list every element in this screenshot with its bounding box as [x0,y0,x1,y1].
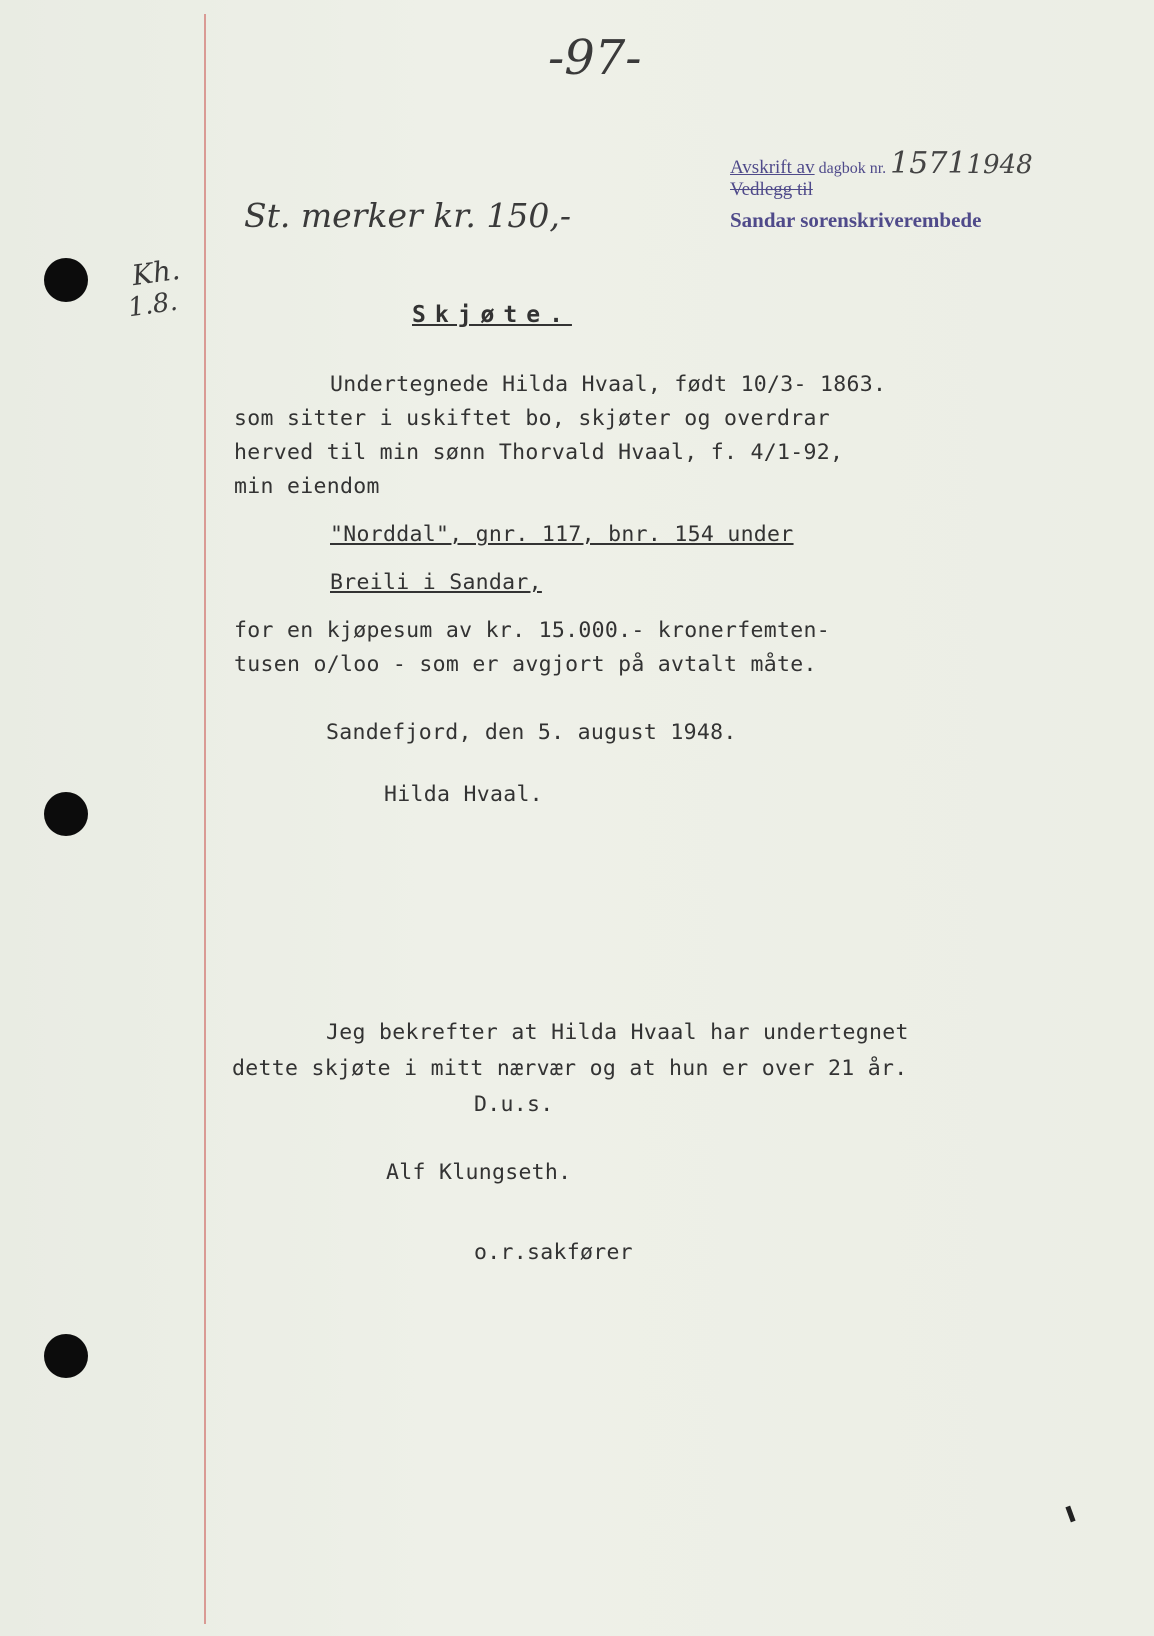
property-line: Breili i Sandar, [330,570,542,595]
stamp-vedlegg: Vedlegg til [730,178,813,200]
ink-mark [1065,1506,1075,1523]
stamp-fee-note: St. merker kr. 150,- [244,196,571,235]
stamp-year: 1948 [966,150,1033,180]
body-line: min eiendom [234,474,380,499]
price-line: tusen o/loo - som er avgjort på avtalt måte. [234,652,817,677]
dus-note: D.u.s. [474,1092,554,1117]
witness-line: dette skjøte i mitt nærvær og at hun er over 21 år. [232,1056,908,1081]
body-line: herved til min sønn Thorvald Hvaal, f. 4/1-92, [234,440,844,465]
page-number: -97- [548,30,642,86]
place-date: Sandefjord, den 5. august 1948. [326,720,737,745]
punch-hole-icon [44,792,88,836]
price-line: for en kjøpesum av kr. 15.000.- kronerfemten- [234,618,830,643]
witness-name: Alf Klungseth. [386,1160,572,1185]
body-line: Undertegnede Hilda Hvaal, født 10/3- 1863. [330,372,887,397]
margin-initials: Kh. [129,252,182,293]
witness-line: Jeg bekrefter at Hilda Hvaal har undertegnet [326,1020,909,1045]
stamp-avskrift: Avskrift av [730,157,815,178]
stamp-dagbok: dagbok nr. [818,160,887,177]
punch-hole-icon [44,1334,88,1378]
property-line: "Norddal", gnr. 117, bnr. 154 under [330,522,794,547]
document-title: Skjøte. [412,302,572,328]
witness-title: o.r.sakfører [474,1240,633,1265]
body-line: som sitter i uskiftet bo, skjøter og overdrar [234,406,830,431]
stamp-office: Sandar sorenskriverembede [730,208,982,233]
registry-stamp [730,148,1033,231]
margin-date: 1.8. [126,286,180,324]
stamp-dagbok-number: 1571 [890,146,967,181]
margin-line [204,14,206,1624]
punch-hole-icon [44,258,88,302]
signature: Hilda Hvaal. [384,782,543,807]
